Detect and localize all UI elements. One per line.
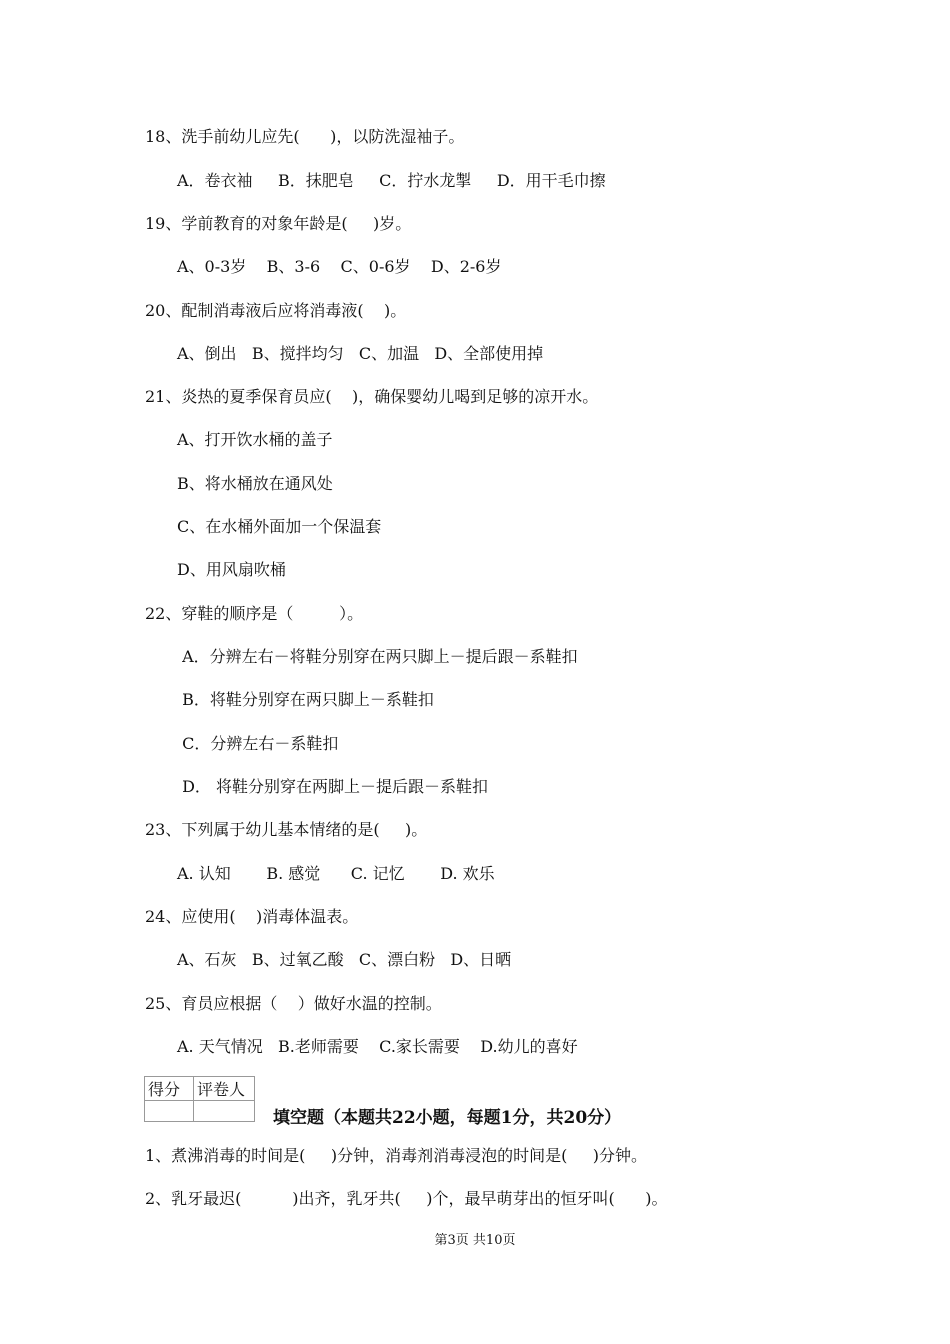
question-options: A. 天气情况 B.老师需要 C.家长需要 D.幼儿的喜好 <box>177 1037 578 1056</box>
question-option: A．分辨左右－将鞋分别穿在两只脚上－提后跟－系鞋扣 <box>177 647 578 666</box>
question-option: B．将鞋分别穿在两只脚上－系鞋扣 <box>177 690 434 709</box>
question-option: C、在水桶外面加一个保温套 <box>177 517 382 536</box>
question-options: A、倒出 B、搅拌均匀 C、加温 D、全部使用掉 <box>177 344 544 363</box>
question-options: A．卷衣袖 B．抹肥皂 C．拧水龙掣 D．用干毛巾擦 <box>177 171 606 190</box>
page-footer: 第3页 共10页 <box>434 1233 516 1248</box>
question-stem: 22、穿鞋的顺序是（ ）。 <box>145 604 364 623</box>
question-stem: 20、配制消毒液后应将消毒液( )。 <box>145 301 407 320</box>
section-title: 填空题（本题共22小题，每题1分，共20分） <box>273 1108 622 1128</box>
question-option: D、用风扇吹桶 <box>177 560 286 579</box>
question-option: C．分辨左右－系鞋扣 <box>177 734 339 753</box>
question-stem: 21、炎热的夏季保育员应( )，确保婴幼儿喝到足够的凉开水。 <box>145 387 599 406</box>
grader-cell <box>194 1101 255 1122</box>
fill-blank-question: 2、乳牙最迟( )出齐，乳牙共( )个，最早萌芽出的恒牙叫( )。 <box>145 1189 668 1208</box>
question-stem: 24、应使用( )消毒体温表。 <box>145 907 359 926</box>
grader-header: 评卷人 <box>194 1077 255 1101</box>
question-options: A、0-3岁 B、3-6 C、0-6岁 D、2-6岁 <box>177 257 502 276</box>
score-table <box>144 1076 255 1122</box>
question-options: A、石灰 B、过氧乙酸 C、漂白粉 D、日晒 <box>177 950 512 969</box>
question-stem: 23、下列属于幼儿基本情绪的是( )。 <box>145 820 428 839</box>
question-stem: 25、育员应根据（ ）做好水温的控制。 <box>145 994 442 1013</box>
question-options: A. 认知 B. 感觉 C. 记忆 D. 欢乐 <box>177 864 495 883</box>
question-option: A、打开饮水桶的盖子 <box>177 430 333 449</box>
question-stem: 18、洗手前幼儿应先( )，以防洗湿袖子。 <box>145 127 465 146</box>
fill-blank-question: 1、煮沸消毒的时间是( )分钟，消毒剂消毒浸泡的时间是( )分钟。 <box>145 1146 648 1165</box>
question-option: D． 将鞋分别穿在两脚上－提后跟－系鞋扣 <box>177 777 489 796</box>
score-header: 得分 <box>145 1077 194 1101</box>
question-option: B、将水桶放在通风处 <box>177 474 333 493</box>
question-stem: 19、学前教育的对象年龄是( )岁。 <box>145 214 412 233</box>
score-cell <box>145 1101 194 1122</box>
